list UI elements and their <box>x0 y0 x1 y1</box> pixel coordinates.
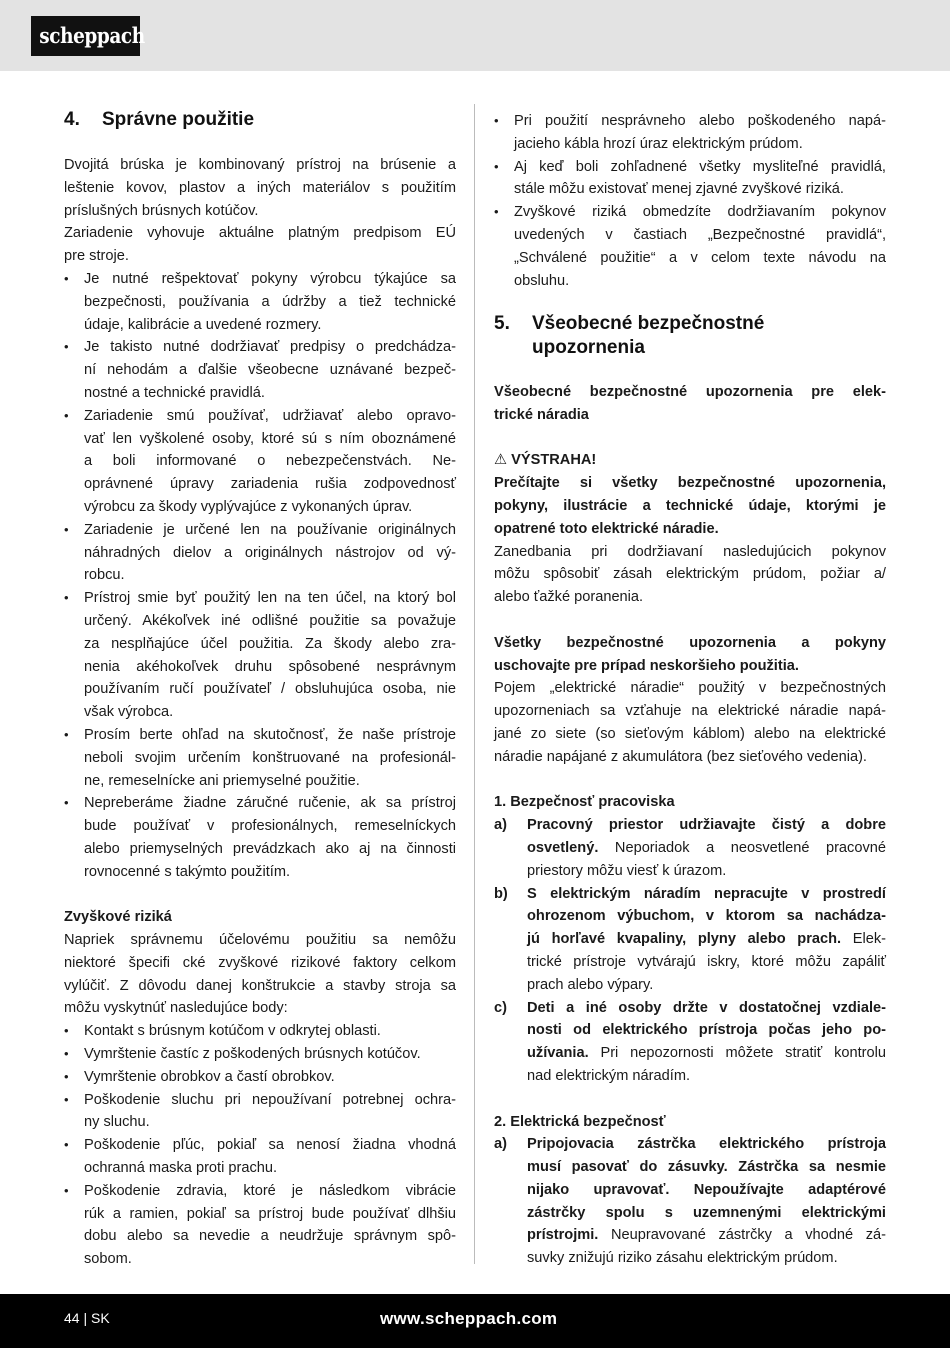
right-body-text <box>494 381 886 1270</box>
bold-text: užívania. <box>527 1045 589 1062</box>
normal-text: priestory môžu viesť k úrazom. <box>527 862 727 879</box>
list-item-line <box>494 1019 886 1042</box>
bullet-icon: • <box>64 590 69 606</box>
list-item-line: Je nutné rešpektovať pokyny výrobcu týkajúce sa • <box>64 268 456 291</box>
text-line: jané zo siete (so sieťovým káblom) alebo na elektrické <box>494 725 886 742</box>
list-item-line: rovnocenné s takýmto použitím. <box>84 863 291 880</box>
bold-text: Deti a iné osoby držte v dostatočnej vzdiale- <box>527 999 886 1016</box>
bullet-icon: • <box>494 158 499 174</box>
bullet-icon: • <box>64 521 69 537</box>
list-item-line: Zvyškové riziká obmedzíte dodržiavaním pokynov • <box>494 201 886 224</box>
text-line: Zariadenie vyhovuje aktuálne platným predpisom EÚ <box>64 225 456 242</box>
bullet-icon: • <box>64 726 69 742</box>
normal-text: Pri nepozornosti môžete stratiť kontrolu <box>588 1045 886 1062</box>
subheading: Všeobecné bezpečnostné upozornenia pre elek- <box>494 384 886 400</box>
list-item-line: robcu. <box>84 567 125 584</box>
normal-text: Elek- <box>841 931 886 948</box>
bullet-icon: • <box>64 1137 69 1153</box>
text-line: Pojem „elektrické náradie“ použitý v bezpečnostných <box>494 680 886 697</box>
section-title-line-1: Všeobecné bezpečnostné <box>532 313 765 334</box>
list-item-line: „Schválené použitie“ a v celom texte návodu na <box>514 249 886 266</box>
list-item-line: výrobcu za škody vyplývajúce z vykonaných úprav. <box>84 498 413 515</box>
column-divider <box>474 104 475 1264</box>
list-item-line: určený. Akékoľvek iné odlišné použitie sa považuje <box>84 612 456 629</box>
bullet-icon: • <box>64 1023 69 1039</box>
list-item-line: nostné a technické pravidlá. <box>84 384 265 401</box>
list-item-line: Poškodenie zdravia, ktoré je následkom vibrácie • <box>64 1180 456 1203</box>
bold-text: musí pasovať do zásuvky. Zástrčka sa nesmie <box>527 1159 886 1176</box>
list-item-line <box>494 1133 886 1156</box>
list-item-line: dobu alebo sa nevedie a neudržuje správnym spô- <box>84 1228 456 1245</box>
footer-bar <box>0 1294 950 1348</box>
bullet-icon: • <box>64 795 69 811</box>
left-body-text <box>64 154 456 1271</box>
normal-text: Neporiadok a neosvetlené pracovné <box>598 839 886 856</box>
list-marker: c) <box>494 999 507 1016</box>
text-line: môžu spôsobiť zásah elektrickým prúdom, požiar a/ <box>494 566 886 583</box>
list-item-line <box>494 1156 886 1179</box>
list-item-line <box>494 974 886 997</box>
list-item-line: uvedených v častiach „Bezpečnostné pravidlá“, <box>514 226 886 243</box>
section-title: Správne použitie <box>102 109 255 130</box>
bullet-icon: • <box>64 407 69 423</box>
spacer <box>64 884 456 907</box>
list-item-line <box>494 928 886 951</box>
list-item-line: Je takisto nutné dodržiavať predpisy o predchádza- • <box>64 336 456 359</box>
list-marker: a) <box>494 817 507 834</box>
list-item-line: Pri použití nesprávneho alebo poškodeného napá- • <box>494 110 886 133</box>
list-item-line: bude používať v profesionálnych, remeselníckych <box>84 818 456 835</box>
list-item-line: ní nehodám a ďalšie všeobecne uznávané bezpeč- <box>84 362 456 379</box>
brand-logo: scheppach <box>31 16 140 56</box>
list-item-line: obsluhu. <box>514 272 570 289</box>
text-line: Prečítajte si všetky bezpečnostné upozornenia, <box>494 475 886 492</box>
list-item-line <box>494 1224 886 1247</box>
list-item-line: stále môžu existovať menej zjavné zvyškové riziká. <box>514 181 844 198</box>
list-item-line <box>494 1247 886 1270</box>
text-line: pokyny, ilustrácie a technické údaje, ktorými je <box>494 497 886 514</box>
normal-text: Neupravované zástrčky a vhodné zá- <box>598 1227 886 1244</box>
spacer <box>494 1088 886 1111</box>
list-item-line <box>494 1202 886 1225</box>
list-item-line: sobom. <box>84 1251 132 1268</box>
list-item-line <box>494 860 886 883</box>
list-item-line: bezpečnosti, používania a údržby a tiež technické <box>84 293 456 310</box>
text-line: Napriek správnemu účelovému použitiu sa nemôžu <box>64 932 456 949</box>
list-marker: b) <box>494 885 508 902</box>
normal-text: prach alebo výpary. <box>527 976 654 993</box>
list-item-line <box>494 883 886 906</box>
text-line: niektoré špecifi cké zvyškové rizikové faktory celkom <box>64 954 456 971</box>
warning-heading <box>494 449 886 472</box>
section-number: 5. <box>494 313 510 334</box>
bullet-icon: • <box>64 339 69 355</box>
list-item-line <box>494 1042 886 1065</box>
list-item-line <box>494 1065 886 1088</box>
bold-text: zástrčky spolu s uzemnenými elektrickými <box>527 1204 886 1221</box>
list-item-line: Poškodenie pľúc, pokiaľ sa nenosí žiadna vhodná • <box>64 1134 456 1157</box>
text-line: môžu vyskytnúť nasledujúce body: <box>64 1000 288 1017</box>
warning-label: VÝSTRAHA! <box>511 452 597 469</box>
page-number: 44 | SK <box>64 1310 110 1326</box>
list-item-line: Prosím berte ohľad na skutočnosť, že naše prístroje • <box>64 724 456 747</box>
list-item-line: však výrobca. <box>84 704 174 721</box>
text-line: leštenie kovov, plastov a iných materiálov s použitím <box>64 179 456 196</box>
list-item-line: používaním ručí používateľ / obsluhujúca osoba, nie <box>84 681 456 698</box>
list-item-line <box>494 1179 886 1202</box>
list-item-line: jacieho kábla hrozí úraz elektrickým prúdom. <box>514 135 803 152</box>
list-item-line: Vymrštenie obrobkov a častí obrobkov. • <box>64 1066 456 1089</box>
subheading: Zvyškové riziká <box>64 909 172 926</box>
list-item-line: Nepreberáme žiadne záručné ručenie, ak sa prístroj • <box>64 792 456 815</box>
bold-text: ohrozenom výbuchom, v ktorom sa nachádza- <box>527 908 886 925</box>
text-line: uschovajte pre prípad neskoršieho použitia. <box>494 657 799 674</box>
section-title-line-2: upozornenia <box>532 337 645 358</box>
list-item-line: Aj keď boli zohľadnené všetky mysliteľné pravidlá, • <box>494 156 886 179</box>
list-item-line <box>494 837 886 860</box>
bold-text: nosti od elektrického prístroja počas jeho po- <box>527 1022 886 1039</box>
list-item-line <box>494 997 886 1020</box>
bold-text: osvetlený. <box>527 839 599 856</box>
list-item-line: nenia akéhokoľvek druhu spôsobené nesprávnym <box>84 658 456 675</box>
list-item-line: Poškodenie sluchu pri nepoužívaní potrebnej ochra- • <box>64 1089 456 1112</box>
section-number: 4. <box>64 109 80 130</box>
website-url: www.scheppach.com <box>380 1309 558 1328</box>
list-item-line <box>494 814 886 837</box>
list-item-line: rúk a ramien, pokiaľ sa prístroj bude používať dlhšiu <box>84 1205 456 1222</box>
text-line: pre stroje. <box>64 248 129 265</box>
bold-text: S elektrickým náradím nepracujte v prostredí <box>527 885 886 902</box>
text-line: Zanedbania pri dodržiavaní nasledujúcich pokynov <box>494 543 886 560</box>
bullet-icon: • <box>64 1068 69 1084</box>
text-line: príslušných brúsnych kotúčov. <box>64 202 259 219</box>
normal-text: nad elektrickým náradím. <box>527 1067 691 1084</box>
bold-text: Pracovný priestor udržiavajte čistý a dobre <box>527 817 886 834</box>
warning-icon: ⚠ <box>494 452 512 469</box>
text-line: upozorneniach sa vzťahuje na elektrické náradie napá- <box>494 703 886 720</box>
spacer <box>494 769 886 792</box>
bold-text: jú horľavé kvapaliny, plyny alebo prach. <box>527 931 842 948</box>
bold-text: prístrojmi. <box>527 1227 599 1244</box>
normal-text: trické prístroje vytvárajú iskry, ktoré môžu zapáliť <box>527 953 886 970</box>
text-line: opatrené toto elektrické náradie. <box>494 520 719 537</box>
list-item-line: a boli informované o nebezpečenstvách. Ne- <box>84 453 456 470</box>
subheading: 1. Bezpečnosť pracoviska <box>494 794 675 811</box>
list-item-line: vať len vyškolené osoby, ktoré sú s ním oboznámené <box>84 430 456 447</box>
list-item-line: údaje, kalibrácie a uvedené rozmery. <box>84 316 322 333</box>
bullet-icon: • <box>64 1091 69 1107</box>
spacer <box>494 427 886 450</box>
list-item-line: Zariadenie smú používať, udržiavať alebo opravo- • <box>64 405 456 428</box>
list-item-line: ny sluchu. <box>84 1114 150 1131</box>
text-line: Dvojitá brúska je kombinovaný prístroj na brúsenie a <box>64 157 456 173</box>
top-header-bar <box>0 0 950 71</box>
right-top-bullets <box>494 110 886 292</box>
list-item-line <box>494 951 886 974</box>
bullet-icon: • <box>64 1182 69 1198</box>
list-item-line: za nesplňajúce účel použitia. Za škody alebo zra- <box>84 635 456 652</box>
list-item-line: oprávnené úpravy zariadenia rušia zodpovednosť <box>84 476 456 493</box>
bold-text: Pripojovacia zástrčka elektrického prístroja <box>527 1136 886 1153</box>
bullet-icon: • <box>64 270 69 286</box>
bullet-icon: • <box>494 113 499 128</box>
bullet-icon: • <box>64 1046 69 1062</box>
list-item-line: Prístroj smie byť použitý len na ten účel, na ktorý bol • <box>64 587 456 610</box>
text-line: alebo ťažké poranenia. <box>494 589 644 606</box>
text-line: vylúčiť. Z dôvodu danej konštrukcie a stavby stroja sa <box>64 977 456 994</box>
bold-text: nijako upravovať. Nepoužívajte adaptérové <box>527 1181 886 1198</box>
normal-text: suvky znižujú riziko zásahu elektrickým prúdom. <box>527 1250 838 1267</box>
list-item-line: náhradných dielov a originálnych nástrojov od vý- <box>84 544 456 561</box>
text-line: náradie napájané z akumulátora (bez sieťového vedenia). <box>494 748 867 765</box>
list-marker: a) <box>494 1136 507 1153</box>
list-item-line <box>494 905 886 928</box>
list-item-line: neboli svojim určením konštruované na profesionál- <box>84 749 456 766</box>
text-line: Všetky bezpečnostné upozornenia a pokyny <box>494 634 886 651</box>
list-item-line: ne, remeselnícke ani priemyselné použitie. <box>84 772 360 789</box>
list-item-line: Vymrštenie častíc z poškodených brúsnych kotúčov. • <box>64 1043 456 1066</box>
bullet-icon: • <box>494 204 499 220</box>
list-item-line: ochranná maska proti prachu. <box>84 1160 278 1177</box>
list-item-line: Kontakt s brúsnym kotúčom v odkrytej oblasti. • <box>64 1020 456 1043</box>
spacer <box>494 609 886 632</box>
subheading: trické náradia <box>494 406 589 423</box>
list-item-line: alebo priemyselných prevádzkach ako aj na činnosti <box>84 840 456 857</box>
subheading: 2. Elektrická bezpečnosť <box>494 1113 666 1130</box>
list-item-line: Zariadenie je určené len na používanie originálnych • <box>64 519 456 542</box>
